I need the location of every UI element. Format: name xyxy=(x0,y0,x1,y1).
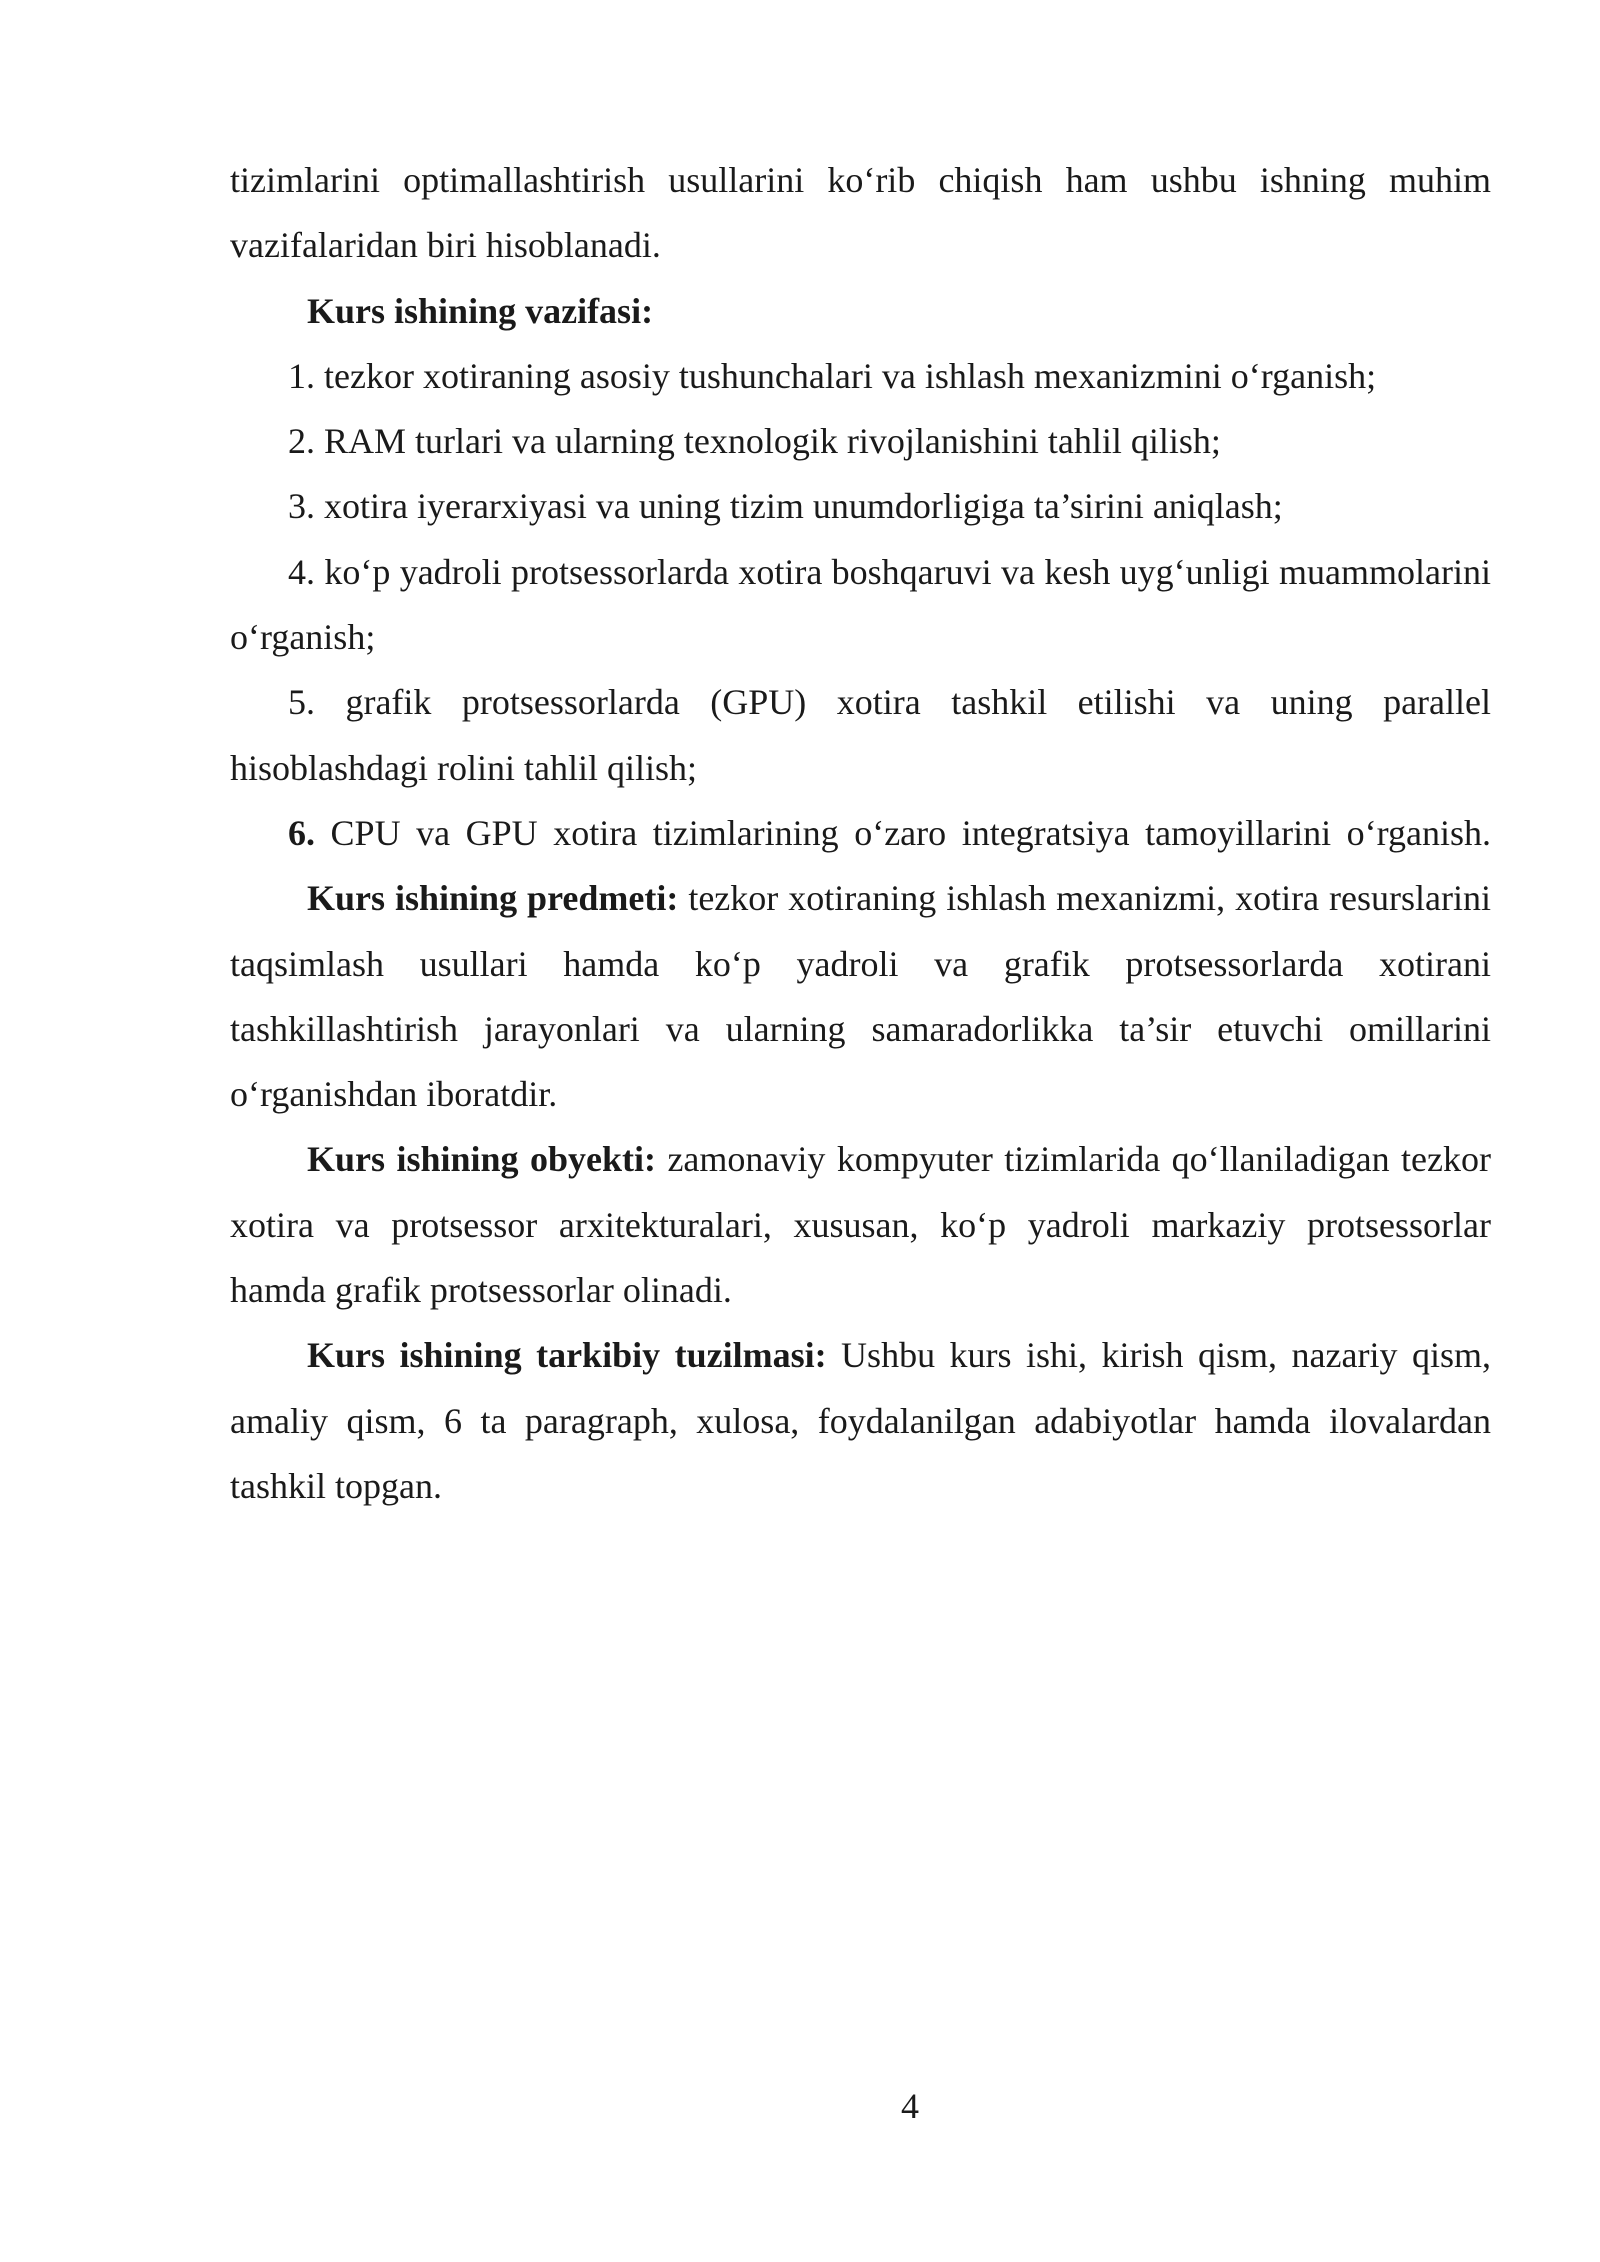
document-body xyxy=(230,148,1491,1519)
task-text: RAM turlari va ularning texnologik rivojlanishini tahlil qilish; xyxy=(315,421,1221,462)
task-item-4 xyxy=(230,540,1491,671)
task-number: 6. xyxy=(288,812,315,853)
task-item-3 xyxy=(230,474,1491,539)
task-text: grafik protsessorlarda (GPU) xotira tashkil etilishi va uning parallel hisoblashdagi rolini tahlil qilish; xyxy=(230,682,1491,788)
object-paragraph xyxy=(230,1127,1491,1323)
task-text: ko‘p yadroli protsessorlarda xotira boshqaruvi va kesh uyg‘unligi muammolarini o‘rganish; xyxy=(230,551,1491,658)
structure-paragraph xyxy=(230,1323,1491,1519)
tasks-heading xyxy=(230,279,1491,344)
object-text: zamonaviy kompyuter tizimlarida qo‘llaniladigan tezkor xotira va protsessor arxitekturalari, xususan, ko‘p yadroli markaziy protsessorlar hamda grafik protsessorlar olinadi. xyxy=(230,1139,1491,1311)
task-item-6 xyxy=(230,801,1491,866)
subject-text: tezkor xotiraning ishlash mexanizmi, xotira resurslarini taqsimlash usullari hamda ko‘p yadroli va grafik protsessorlarda xotirani tashkillashtirish jarayonlari va ularning samaradorlikka ta’sir etuvchi omillarini o‘rganishdan iboratdir. xyxy=(230,878,1491,1115)
task-number: 1. xyxy=(288,355,315,396)
task-number: 5. xyxy=(288,682,315,723)
task-item-5 xyxy=(230,670,1491,801)
intro-paragraph: tizimlarini optimallashtirish usullarini ko‘rib chiqish ham ushbu ishning muhim vazifalaridan biri hisoblanadi. xyxy=(230,160,1491,266)
task-text: tezkor xotiraning asosiy tushunchalari va ishlash mexanizmini o‘rganish; xyxy=(315,355,1377,396)
task-number: 2. xyxy=(288,421,315,462)
task-item-2 xyxy=(230,409,1491,474)
task-number: 3. xyxy=(288,486,315,527)
tasks-heading-label: Kurs ishining vazifasi: xyxy=(307,290,654,331)
task-text: xotira iyerarxiyasi va uning tizim unumdorligiga ta’sirini aniqlash; xyxy=(315,486,1283,527)
task-item-1 xyxy=(230,344,1491,409)
subject-label: Kurs ishining predmeti: xyxy=(307,878,679,919)
task-number: 4. xyxy=(288,551,315,592)
structure-label: Kurs ishining tarkibiy tuzilmasi: xyxy=(307,1335,827,1376)
structure-text: Ushbu kurs ishi, kirish qism, nazariy qism, amaliy qism, 6 ta paragraph, xulosa, foydalanilgan adabiyotlar hamda ilovalardan tashkil topgan. xyxy=(230,1335,1491,1506)
page-number: 4 xyxy=(901,2086,919,2126)
object-label: Kurs ishining obyekti: xyxy=(307,1139,656,1180)
subject-paragraph xyxy=(230,866,1491,1127)
task-text: CPU va GPU xotira tizimlarining o‘zaro integratsiya tamoyillarini o‘rganish. xyxy=(315,812,1491,853)
